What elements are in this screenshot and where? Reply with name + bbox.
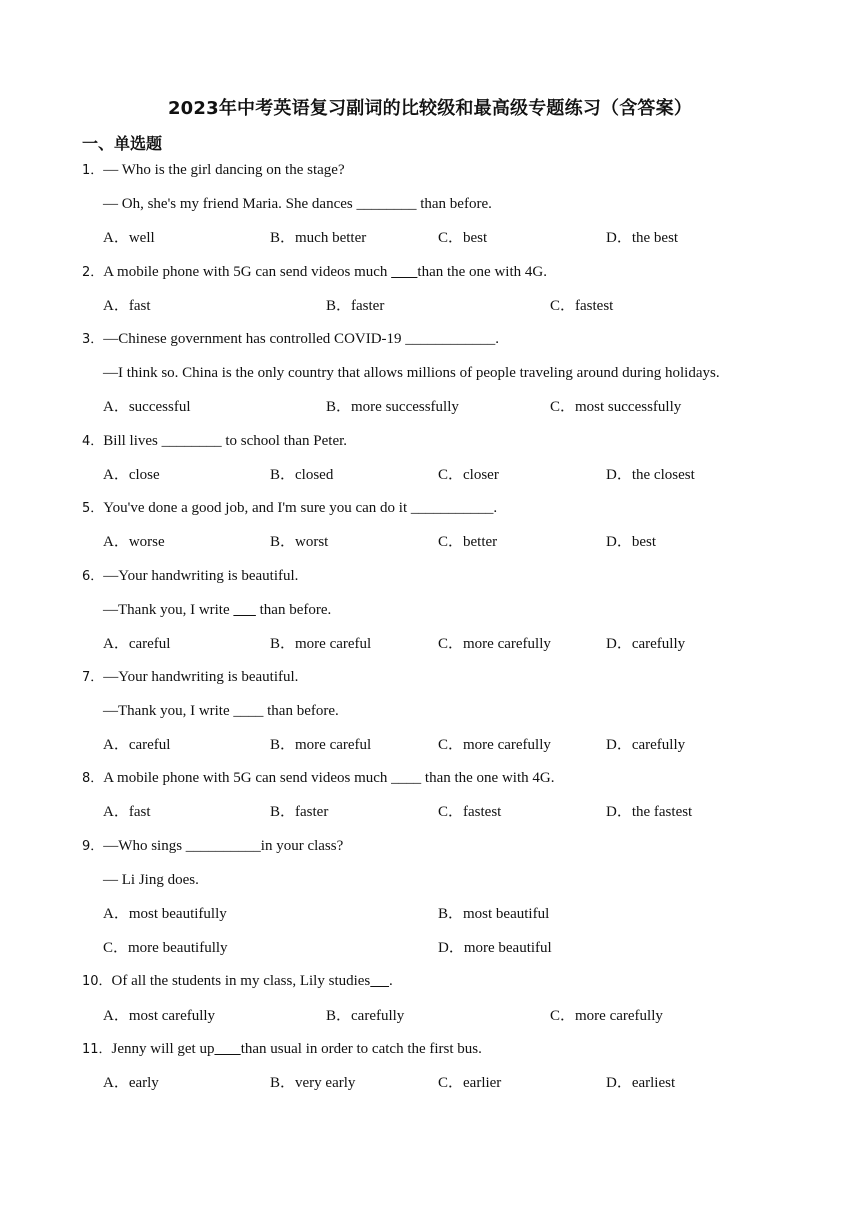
option-b[interactable]: B．much better bbox=[270, 230, 367, 246]
question-number: 3． bbox=[82, 332, 104, 347]
answer-blank bbox=[391, 264, 417, 280]
question-text-end: than usual in order to catch the first bus. bbox=[240, 1041, 482, 1057]
option-b[interactable]: B．worst bbox=[270, 534, 329, 550]
answer-blank bbox=[214, 1041, 240, 1057]
option-b[interactable]: B．more successfully bbox=[326, 399, 459, 415]
question-11 bbox=[82, 1039, 482, 1060]
question-10 bbox=[82, 971, 393, 992]
option-d[interactable]: D．best bbox=[606, 534, 656, 550]
option-c[interactable]: C．more carefully bbox=[438, 737, 551, 753]
question-6 bbox=[82, 566, 298, 587]
question-text-end: than before. bbox=[255, 602, 332, 618]
question-text: Of all the students in my class, Lily studies bbox=[111, 973, 371, 989]
option-d[interactable]: D．the closest bbox=[606, 467, 695, 483]
option-b[interactable]: B．more careful bbox=[270, 636, 372, 652]
question-text: A mobile phone with 5G can send videos much ____ than the one with 4G. bbox=[103, 770, 555, 786]
option-c[interactable]: C．fastest bbox=[550, 298, 614, 314]
question-text: —Your handwriting is beautiful. bbox=[103, 568, 299, 584]
option-a[interactable]: A．successful bbox=[103, 399, 191, 415]
page-title: 2023年中考英语复习副词的比较级和最高级专题练习（含答案） bbox=[167, 98, 693, 119]
option-c[interactable]: C．best bbox=[438, 230, 488, 246]
option-a[interactable]: A．fast bbox=[103, 298, 151, 314]
option-d[interactable]: D．more beautiful bbox=[438, 940, 552, 956]
option-a[interactable]: A．careful bbox=[103, 636, 171, 652]
option-d[interactable]: D．carefully bbox=[606, 737, 686, 753]
question-5 bbox=[82, 498, 497, 519]
option-b[interactable]: B．faster bbox=[326, 298, 385, 314]
question-4 bbox=[82, 431, 347, 452]
option-d[interactable]: D．the fastest bbox=[606, 804, 693, 820]
question-7-line-2: —Thank you, I write ____ than before. bbox=[103, 703, 339, 719]
option-c[interactable]: C．more carefully bbox=[438, 636, 551, 652]
question-2 bbox=[82, 262, 547, 283]
question-number: 6． bbox=[82, 569, 104, 584]
option-c[interactable]: C．closer bbox=[438, 467, 499, 483]
question-9-line-2: — Li Jing does. bbox=[103, 872, 199, 888]
question-number: 9． bbox=[82, 839, 104, 854]
question-9 bbox=[82, 836, 343, 857]
question-text-end: than the one with 4G. bbox=[417, 264, 547, 280]
question-text: — Who is the girl dancing on the stage? bbox=[103, 162, 345, 178]
question-text: —Thank you, I write bbox=[103, 602, 234, 618]
option-d[interactable]: D．earliest bbox=[606, 1075, 676, 1091]
question-text: A mobile phone with 5G can send videos much bbox=[103, 264, 392, 280]
question-text: —Who sings __________in your class? bbox=[103, 838, 344, 854]
option-a[interactable]: A．close bbox=[103, 467, 160, 483]
option-c[interactable]: C．fastest bbox=[438, 804, 502, 820]
option-a[interactable]: A．early bbox=[103, 1075, 159, 1091]
question-1-line-2: — Oh, she's my friend Maria. She dances ________ than before. bbox=[103, 196, 492, 212]
option-a[interactable]: A．fast bbox=[103, 804, 151, 820]
option-b[interactable]: B．most beautiful bbox=[438, 906, 550, 922]
question-text: Jenny will get up bbox=[111, 1041, 215, 1057]
section-heading: 一、单选题 bbox=[82, 134, 163, 153]
option-c[interactable]: C．more carefully bbox=[550, 1008, 663, 1024]
option-c[interactable]: C．more beautifully bbox=[103, 940, 228, 956]
option-b[interactable]: B．very early bbox=[270, 1075, 356, 1091]
option-c[interactable]: C．earlier bbox=[438, 1075, 502, 1091]
answer-blank bbox=[370, 973, 389, 989]
question-3-line-2: —I think so. China is the only country that allows millions of people traveling around during holidays. bbox=[103, 365, 720, 381]
option-a[interactable]: A．most carefully bbox=[103, 1008, 216, 1024]
question-8 bbox=[82, 768, 554, 789]
option-a[interactable]: A．worse bbox=[103, 534, 165, 550]
question-6-line-2 bbox=[103, 600, 331, 620]
question-number: 8． bbox=[82, 771, 104, 786]
question-number: 2． bbox=[82, 265, 104, 280]
question-number: 1． bbox=[82, 163, 104, 178]
option-a[interactable]: A．most beautifully bbox=[103, 906, 227, 922]
question-1 bbox=[82, 160, 345, 181]
option-d[interactable]: D．the best bbox=[606, 230, 679, 246]
question-number: 4． bbox=[82, 434, 104, 449]
option-d[interactable]: D．carefully bbox=[606, 636, 686, 652]
option-b[interactable]: B．more careful bbox=[270, 737, 372, 753]
question-number: 7． bbox=[82, 670, 104, 685]
question-text: You've done a good job, and I'm sure you can do it ___________. bbox=[103, 500, 498, 516]
option-a[interactable]: A．careful bbox=[103, 737, 171, 753]
question-text: —Your handwriting is beautiful. bbox=[103, 669, 299, 685]
option-b[interactable]: B．closed bbox=[270, 467, 334, 483]
question-7 bbox=[82, 667, 298, 688]
question-number: 5． bbox=[82, 501, 104, 516]
option-c[interactable]: C．better bbox=[438, 534, 498, 550]
option-a[interactable]: A．well bbox=[103, 230, 155, 246]
question-number: 10． bbox=[82, 974, 112, 989]
answer-blank bbox=[233, 602, 256, 618]
question-text: —Chinese government has controlled COVID-19 ____________. bbox=[103, 331, 500, 347]
option-b[interactable]: B．faster bbox=[270, 804, 329, 820]
question-number: 11． bbox=[82, 1042, 112, 1057]
question-text: Bill lives ________ to school than Peter. bbox=[103, 433, 348, 449]
option-b[interactable]: B．carefully bbox=[326, 1008, 405, 1024]
question-text-end: . bbox=[389, 973, 393, 989]
question-3 bbox=[82, 329, 499, 350]
option-c[interactable]: C．most successfully bbox=[550, 399, 682, 415]
